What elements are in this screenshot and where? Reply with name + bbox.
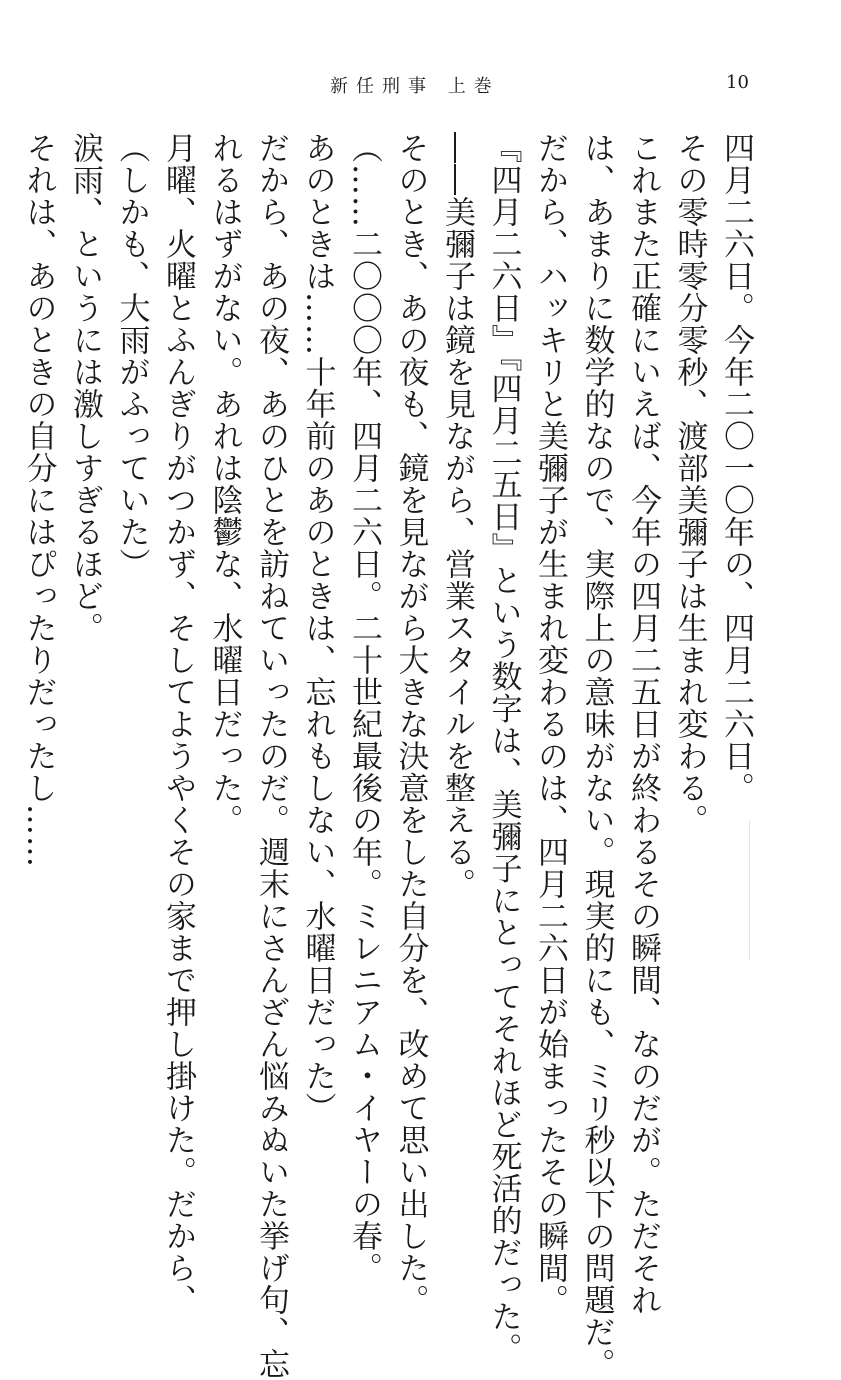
page-number: 10: [726, 72, 749, 93]
text-line-1: 四月二六日。今年二〇一〇年の、四月二六日。: [718, 132, 754, 804]
text-line-7: ――美彌子は鏡を見ながら、営業スタイルを整える。: [439, 132, 475, 900]
text-line-16: それは、あのときの自分にはぴったりだったし……: [20, 132, 57, 868]
text-line-11: だから、あの夜、あのひとを訪ねていったのだ。週末にさんざん悩みぬいた挙げ句、忘: [253, 132, 289, 1380]
text-line-14: （しかも、大雨がふっていた）: [113, 132, 150, 580]
text-line-12: れるはずがない。あれは陰鬱な、水曜日だった。: [206, 132, 243, 836]
text-line-4: は、あまりに数学的なので、実際上の意味がない。現実的にも、ミリ秒以下の問題だ。: [578, 132, 615, 1380]
text-line-2: その零時零分零秒、渡部美彌子は生まれ変わる。: [671, 132, 708, 836]
text-line-13: 月曜、火曜とふんぎりがつかず、そしてようやくその家まで押し掛けた。だから、: [160, 132, 196, 1316]
text-line-5: だから、ハッキリと美彌子が生まれ変わるのは、四月二六日が始まったその瞬間。: [532, 132, 568, 1316]
text-line-3: これまた正確にいえば、今年の四月二五日が終わるその瞬間、なのだが。ただそれ: [625, 132, 661, 1316]
text-line-6: 『四月二六日』『四月二五日』という数字は、美彌子にとってそれほど死活的だった。: [485, 132, 522, 1365]
text-line-10: あのときは……十年前のあのときは、忘れもしない、水曜日だった）: [299, 132, 336, 1124]
text-line-15: 涙雨、というには激しすぎるほど。: [67, 132, 103, 644]
running-title: 新任刑事 上巻: [330, 76, 500, 97]
margin-rule: [749, 820, 750, 960]
text-line-8: そのとき、あの夜も、鏡を見ながら大きな決意をした自分を、改めて思い出した。: [392, 132, 429, 1316]
vertical-body-text: [20, 132, 759, 1380]
text-line-9: （……二〇〇〇年、四月二六日。二十世紀最後の年。ミレニアム・イヤーの春。: [346, 132, 382, 1284]
